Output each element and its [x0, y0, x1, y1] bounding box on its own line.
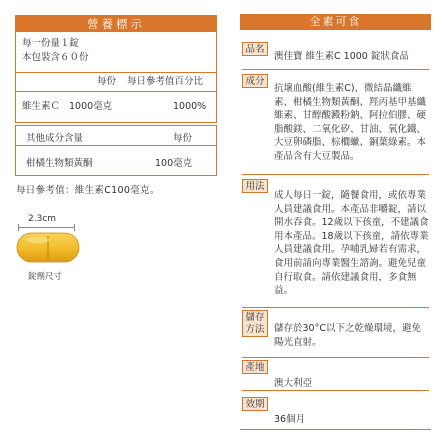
- other-amount: 100毫克: [155, 158, 193, 169]
- serving-info: [16, 32, 216, 72]
- divider: [242, 174, 429, 175]
- section-label: 成分: [242, 74, 268, 88]
- section-label: 效期: [242, 397, 268, 411]
- section-usage: [240, 179, 431, 309]
- section-label: 品名: [242, 42, 268, 56]
- section-storage: [240, 310, 431, 354]
- section-text: 儲存於30°C以下之乾燥環境，避免陽光直射。: [274, 323, 421, 348]
- section-ingredients: [240, 74, 431, 174]
- table-row: [16, 92, 216, 122]
- divider: [242, 307, 429, 308]
- section-label: 產地: [242, 360, 268, 374]
- section-text: 成人每日一錠，隨餐食用，或依專業人員建議食用。本產品非嚼錠，請以開水吞食。12歲以下孩童，不建議食用本產品。18歲以下孩童，請依專業人員建議食用。孕哺乳婦若有需求，食用前請向專業醫生諮詢。避免兒童自行取食。請依建議食用，多食無益。: [274, 190, 429, 297]
- divider: [242, 357, 429, 358]
- nutrition-column-header: [16, 73, 216, 91]
- other-title: 其他成分含量: [26, 133, 84, 144]
- serving-size: 每一份量１錠: [22, 38, 80, 49]
- tablet-dimension: 2.3cm: [28, 214, 57, 224]
- nutrient-amount: 1000毫克: [69, 101, 113, 112]
- section-text: 抗壞血酸(維生素C)、微結晶纖維素、柑橘生物類黃酮、羥丙基甲基纖維素、甘醇酸澱粉鈉、阿拉伯膠、硬脂酸鎂、二氧化矽、甘油、氧化鐵、大豆卵磷脂、棕櫚蠟、銅葉綠素。本產品含有大豆製品。: [274, 83, 427, 162]
- section-label: 儲存方法: [242, 310, 268, 337]
- product-info-header: 全素可食: [240, 14, 431, 30]
- column-per-serving: 每份: [97, 76, 117, 87]
- daily-reference-note: 每日參考值：維生素C100毫克。: [16, 185, 160, 196]
- section-text: 澳佳寶 維生素C 1000 錠狀食品: [274, 51, 409, 62]
- divider: [242, 69, 429, 70]
- other-name: 柑橘生物類黃酮: [26, 158, 93, 169]
- nutrient-name: 維生素Ｃ: [22, 101, 61, 112]
- section-text: 澳大利亞: [274, 378, 313, 389]
- section-shelf-life: [240, 397, 431, 427]
- servings-per-pack: 本包裝含６０份: [22, 52, 89, 63]
- nutrient-percent: 1000%: [173, 101, 207, 112]
- divider: [242, 390, 429, 391]
- divider: [240, 429, 431, 430]
- dimension-line: [18, 227, 75, 228]
- section-product-name: [240, 42, 431, 64]
- other-ingredients-table: [15, 125, 217, 176]
- divider: [16, 145, 216, 146]
- tablet-image: [16, 231, 80, 265]
- nutrition-facts-table: [15, 15, 217, 123]
- nutrition-title: 營養標示: [16, 16, 216, 32]
- section-label: 用法: [242, 179, 268, 193]
- column-daily-reference: 每日參考值百分比: [127, 76, 204, 87]
- other-column-per-serving: 每份: [173, 133, 193, 144]
- product-info-panel: [240, 14, 431, 430]
- tablet-shape-label: 錠劑尺寸: [28, 272, 63, 282]
- section-text: 36個月: [274, 414, 306, 425]
